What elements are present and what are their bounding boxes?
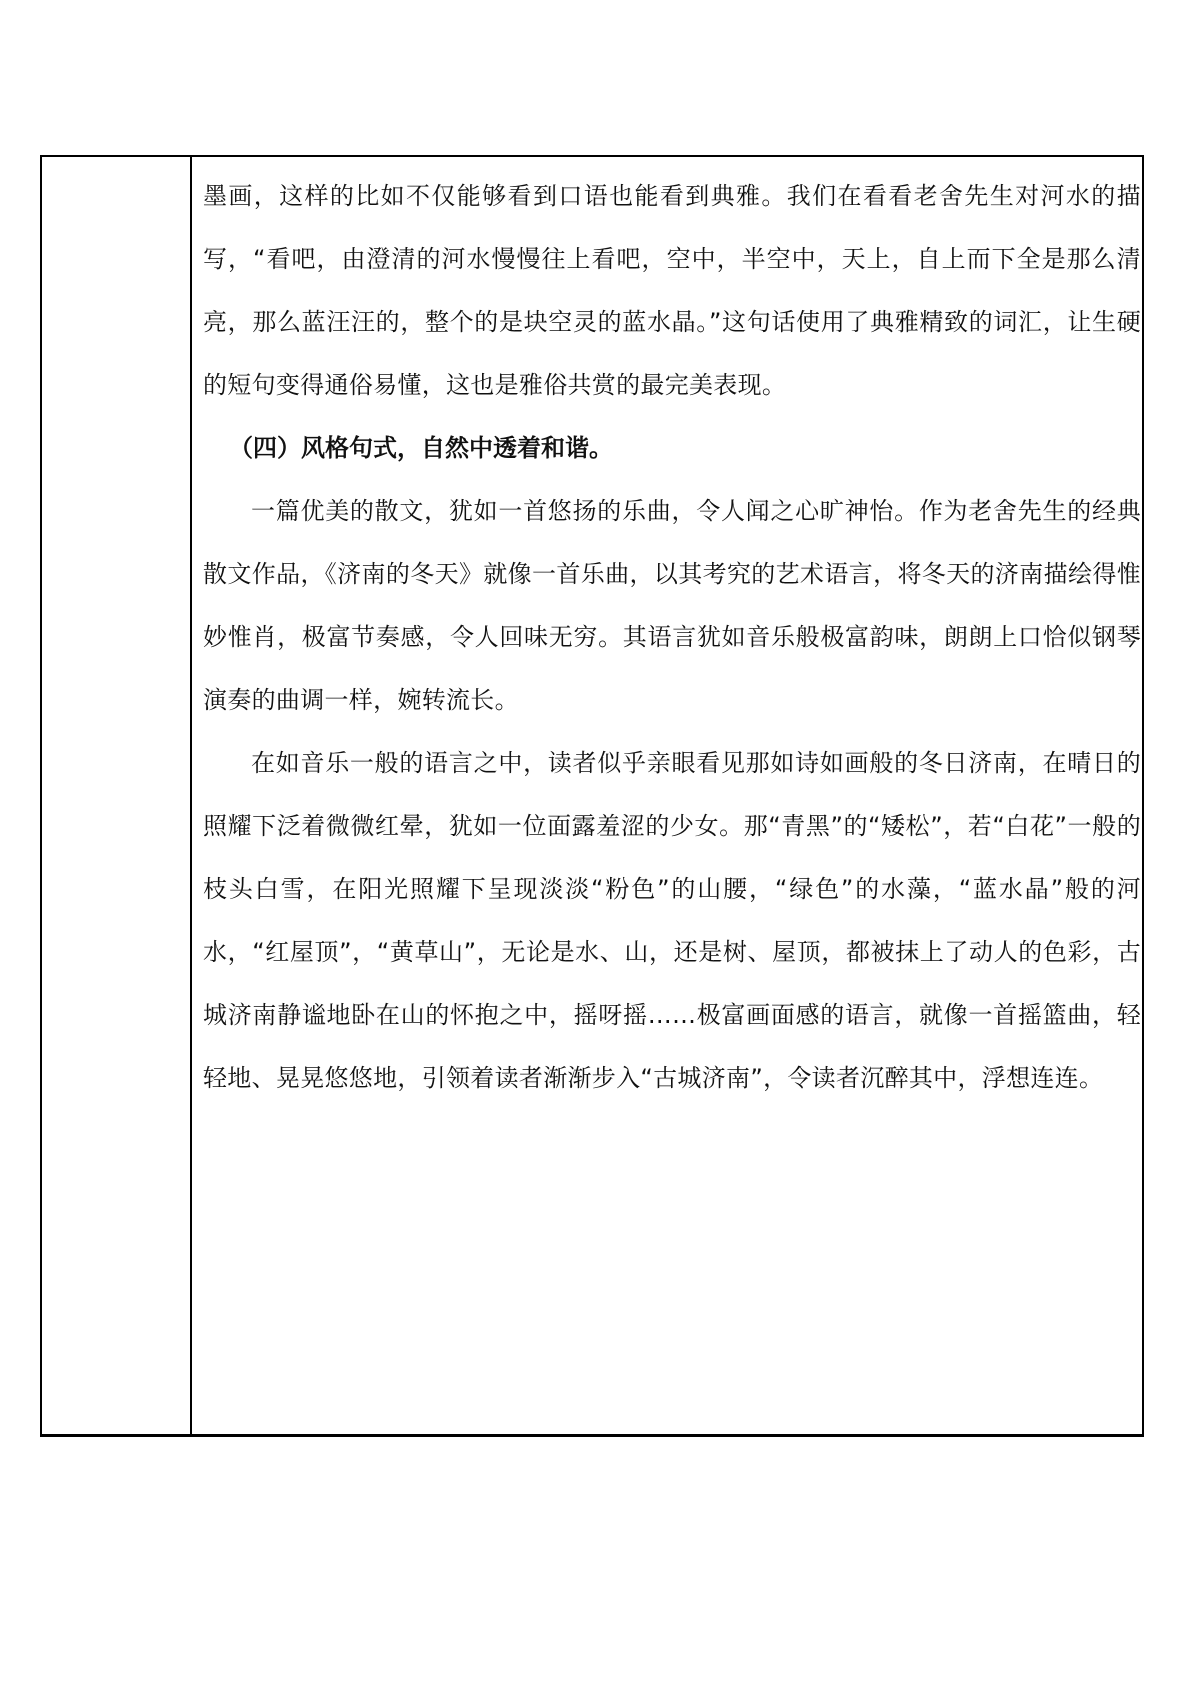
content-cell: [203, 165, 1141, 1110]
left-empty-cell: [42, 157, 190, 1434]
column-divider: [190, 155, 192, 1437]
paragraph-2: 在如音乐一般的语言之中，读者似乎亲眼看见那如诗如画般的冬日济南，在晴日的照耀下泛着微微红晕，犹如一位面露羞涩的少女。那“青黑”的“矮松”，若“白花”一般的枝头白雪，在阳光照耀下呈现淡淡“粉色”的山腰，“绿色”的水藻，“蓝水晶”般的河水，“红屋顶”，“黄草山”，无论是水、山，还是树、屋顶，都被抹上了动人的色彩，古城济南静谧地卧在山的怀抱之中，摇呀摇……极富画面感的语言，就像一首摇篮曲，轻轻地、晃晃悠悠地，引领着读者渐渐步入“古城济南”，令读者沉醉其中，浮想连连。: [203, 749, 1141, 1092]
paragraph-1: 一篇优美的散文，犹如一首悠扬的乐曲，令人闻之心旷神怡。作为老舍先生的经典散文作品，《济南的冬天》就像一首乐曲，以其考究的艺术语言，将冬天的济南描绘得惟妙惟肖，极富节奏感，令人回味无穷。其语言犹如音乐般极富韵味，朗朗上口恰似钢琴演奏的曲调一样，婉转流长。: [203, 497, 1141, 714]
continued-paragraph: 墨画，这样的比如不仅能够看到口语也能看到典雅。我们在看看老舍先生对河水的描写，“看吧，由澄清的河水慢慢往上看吧，空中，半空中，天上，自上而下全是那么清亮，那么蓝汪汪的，整个的是块空灵的蓝水晶。”这句话使用了典雅精致的词汇，让生硬的短句变得通俗易懂，这也是雅俗共赏的最完美表现。: [203, 182, 1141, 399]
section-heading: （四）风格句式，自然中透着和谐。: [229, 434, 613, 462]
